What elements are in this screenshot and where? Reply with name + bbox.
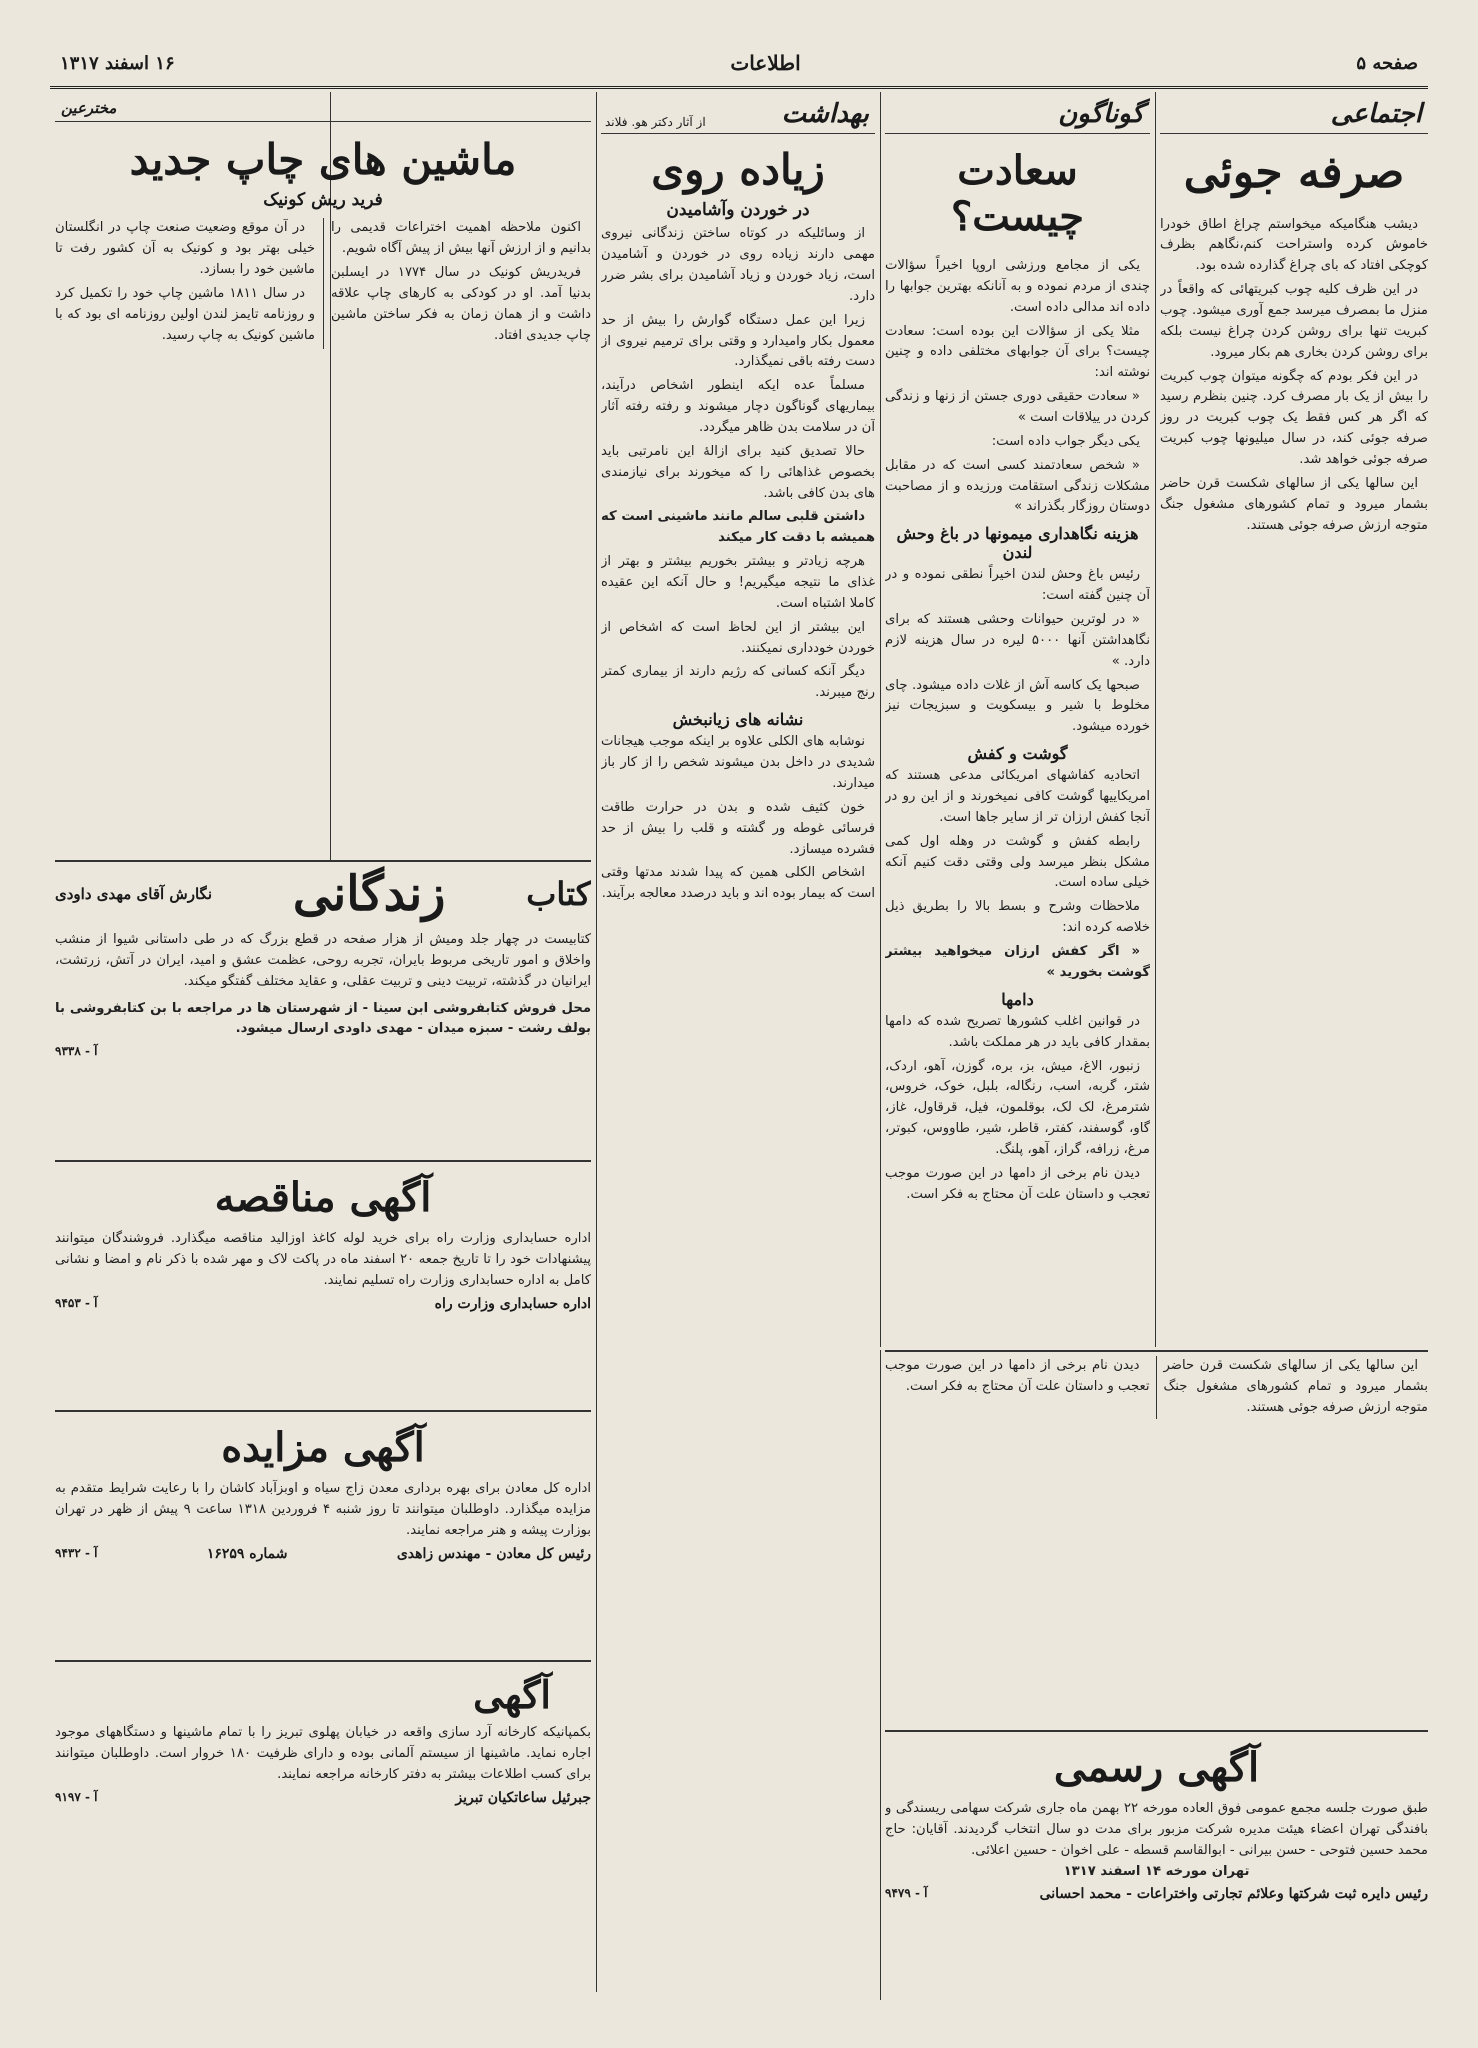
camels-body: در قوانین اغلب کشورها تصریح شده که دامها بمقدار کافی باید در هر مملکت باشد. زنبور، الاغ، میش، بز، بره، گوزن، آهو، اردک، شتر، گربه، اسب، رنگاله، بلبل، خوک، خروس، شترمرغ، لک لک، بوقلمون، فیل، قرقاول، غاز، گاو، گوسفند، کفتر، قاطر، شیر، طاووس، کبوتر، مرغ، زرافه، گراز، آهو، پلنگ. دیدن نام برخی از دامها در این صورت موجب تعجب و داستان علت آن محتاج به فکر است.: [885, 1013, 1150, 1202]
article-title: صرفه جوئی: [1183, 147, 1405, 198]
section-kicker: مخترعین: [55, 95, 591, 122]
camels-title: دامها: [1001, 989, 1034, 1009]
section-kicker: بهداشت: [781, 99, 869, 129]
official-notice: [885, 1736, 1428, 1996]
book-byline: نگارش آقای مهدی داودی: [55, 885, 212, 903]
ad-title: آگهی: [473, 1672, 551, 1717]
ad-body: اداره کل معادن برای بهره برداری معدن زاج سیاه و اوبزآباد کاشان را با رعایت شرایط متقدم به مزایده میگذارد. داوطلبان میتوانند تا روز شنبه ۴ فروردین ۱۳۱۸ ساعت ۹ پیش از ظهر در تهران بوزارت پیشه و هنر مراجعه نمایند.: [55, 1481, 591, 1538]
ad-reference: آ - ۹۴۳۲: [55, 1545, 98, 1560]
article-body: از وسائلیکه در کوتاه ساختن زندگانی نیروی مهمی دارند زیاده روی در خوردن و آشامیدن است، زیاد خوردن و زیاد آشامیدن برای بشر ضرر دارد. زیرا این عمل دستگاه گوارش را بیش از حد معمول بکار وامیدارد و وقتی برای ترمیم نیروی از دست رفته باقی نمیگذارد. مسلماً عده ایکه اینطور اشخاص درآیند، بیماریهای گوناگون دچار میشوند و رفته رفته آثار آن در سلامت بدن ظاهر میگردد. حالا تصدیق کنید برای ازالۀ این نامرتبی باید بخصوص غذاهائی را که میخورند برای نیازمندی های بدن کافی باشد. داشتن قلبی سالم مانند ماشینی است که همیشه با دقت کار میکند هرچه زیادتر و بیشتر بخوریم بیشتر و بهتر از غذای ما نتیجه میگیریم! و حال آنکه این عقیده کاملا اشتباه است. این بیشتر از این لحاظ است که اشخاص از خوردن خودداری نمیکنند. دیگر آنکه کسانی که رژیم دارند از بیماری کمتر رنج میبرند.: [601, 226, 875, 701]
article-byline: فرید ریش کونیک: [263, 190, 383, 211]
misc-column: [885, 95, 1150, 1335]
ad-body: طبق صورت جلسه مجمع عمومی فوق العاده مورخه ۲۲ بهمن ماه جاری شرکت سهامی ریسندگی و بافندگی تهران اعضاء هیئت مدیره شرکت مزبور برای مدت دو سال انتخاب گردیدند. آقایان: حاج محمد حسین فتوحی - حسن بیرانی - ابوالقاسم قسطه - علی اخوان - حسین اعلائی.: [885, 1801, 1428, 1858]
paper-name: اطلاعات: [730, 51, 801, 75]
ad-signature: رئیس کل معادن - مهندس زاهدی: [396, 1545, 591, 1562]
harmful-drinks-title: نشانه های زیانبخش: [672, 710, 804, 730]
ad-reference: آ - ۹۳۳۸: [55, 1044, 98, 1059]
article-title: سعادت چیست؟: [951, 147, 1084, 240]
ad-reference: آ - ۹۴۵۳: [55, 1295, 98, 1310]
column-divider: [596, 92, 597, 1992]
book-ad: [55, 866, 591, 1156]
auction-ad: [55, 1416, 591, 1646]
masthead: [60, 48, 1418, 78]
ad-reference: آ - ۹۱۹۷: [55, 1789, 98, 1804]
notice-ad: [55, 1666, 591, 1996]
meat-body: اتحادیه کفاشهای امریکائی مدعی هستند که امریکاییها گوشت کافی نمیخورند و از این رو در آنجا کفش ارزان تر از سایر جاها است. رابطه کفش و گوشت در وهله اول کمی مشکل بنظر میرسد ولی وقتی دقت کنیم آنکه خیلی ساده است. ملاحظات وشرح و بسط بالا را بطریق ذیل خلاصه کرده اند: « اگر کفش ارزان میخواهید بیشتر گوشت بخورید »: [885, 768, 1150, 980]
inventors-column: [55, 95, 591, 855]
harmful-drinks-body: نوشابه های الکلی علاوه بر اینکه موجب هیجانات شدیدی در داخل بدن میشوند شخص را از کار باز میدارند. خون کثیف شده و بدن در حرارت طاقت فرسائی غوطه ور گشته و قلب را بیش از حد فشرده میسازد. اشخاص الکلی همین که پیدا شدند مدتها وقتی است که بیمار بوده اند و باید درصدد معالجه برآیند.: [601, 734, 875, 902]
ad-reference: آ - ۹۴۷۹: [885, 1886, 928, 1901]
byline-note: از آثار دکتر هو. فلاند: [605, 115, 706, 129]
ad-title: آگهی رسمی: [1053, 1744, 1260, 1791]
ad-signature: جبرئیل ساعاتکیان تبریز: [455, 1789, 591, 1806]
continued-text: این سالها یکی از سالهای شکست قرن حاضر بشمار میرود و تمام کشورهای مشغول جنگ متوجه ارزش صرفه جوئی هستند. دیدن نام برخی از دامها در این صورت موجب تعجب و داستان علت آن محتاج به فکر است.: [885, 1358, 1428, 1415]
article-title: ماشین های چاپ جدید: [129, 135, 517, 184]
article-body: دیشب هنگامیکه میخواستم چراغ اطاق خودرا خاموش کرده واستراحت کنم،نگاهم بظرف کوچکی افتاد که بای چراغ گذارده شده بود. در این ظرف کلیه چوب کبریتهائی که واقعاً در منزل ما بمصرف میرسد جمع آوری میشود. چوب کبریت تنها برای روشن کردن چراغ نیست بلکه برای روشن کردن بخاری هم بکار میرود. در این فکر بودم که چگونه میتوان چوب کبریت را بیش از یک بار مصرف کرد. چنین بنظرم رسید که اگر هر کس فقط یک چوب کبریت در روز صرفه جوئی کند، در سال میلیونها چوب کبریت صرفه جوئی خواهد شد. این سالها یکی از سالهای شکست قرن حاضر بشمار میرود و تمام کشورهای مشغول جنگ متوجه ارزش صرفه جوئی هستند.: [1160, 216, 1428, 533]
health-column: [601, 95, 875, 1990]
ad-date: تهران مورخه ۱۴ اسفند ۱۳۱۷: [1063, 1863, 1250, 1879]
ad-body: بکمپانیکه کارخانه آرد سازی واقعه در خیابان پهلوی تبریز را با تمام ماشینها و دستگاههای موجود اجاره نماید. ماشینها از سیستم آلمانی بوده و دارای ظرفیت ۱۸۰ خروار است. داوطلبان میتوانند برای کسب اطلاعات بیشتر به دفتر کارخانه مراجعه نمایند.: [55, 1725, 591, 1782]
social-column: [1160, 95, 1428, 1335]
zoo-body: رئیس باغ وحش لندن اخیراً نطقی نموده و در آن چنین گفته است: « در لوترین حیوانات وحشی هستند که برای نگاهداشتن آنها ۵۰۰۰ لیره در سال هزینه لازم دارد. » صبحها یک کاسه آش از غلات داده میشود. چای مخلوط با شیر و بیسکویت و سبزیجات نیز خورده میشود.: [885, 567, 1150, 735]
book-sale-info: محل فروش کتابفروشی ابن سینا - از شهرستان ها در مراجعه با بن کتابفروشی با بولف رشت - سبزه میدان - مهدی داودی ارسال میشود.: [55, 1000, 591, 1037]
ad-title: آگهی مناقصه: [214, 1174, 432, 1221]
column-divider: [1155, 92, 1156, 1347]
page-label: صفحه ۵: [1356, 52, 1418, 74]
book-label: کتاب: [526, 875, 591, 913]
ad-title: آگهی مزایده: [221, 1424, 425, 1471]
ad-body: اداره حسابداری وزارت راه برای خرید لوله کاغذ اوزالید مناقصه میگذارد. فروشندگان میتوانند پیشنهادات خود را تا تاریخ جمعه ۲۰ اسفند ماه در پاکت لاک و مهر شده با ذکر نام و امضا و نشانی کامل به اداره حسابداری وزارت راه تسلیم نمایند.: [55, 1231, 591, 1288]
meat-title: گوشت و کفش: [967, 744, 1068, 764]
column-divider: [880, 1350, 881, 2000]
book-description: کتابیست در چهار جلد ومیش از هزار صفحه در قطع بزرگ که در طی داستانی شیوا از منشب واخلاق و امور تاریخی مربوط بایران، تجربه روحی، عظمت عشق و امید، ایران در آتش، زرتشت، ایرانیان در گذشته، تربیت دینی و تربیت عقلی، و عقاید مختلف گفتگو میکند.: [55, 932, 591, 989]
issue-date: ۱۶ اسفند ۱۳۱۷: [60, 52, 175, 74]
zoo-title: هزینه نگاهداری میمونها در باغ وحش لندن: [896, 524, 1139, 563]
section-kicker: اجتماعی: [1160, 95, 1428, 134]
article-subtitle: در خوردن وآشامیدن: [666, 200, 810, 221]
article-title: زیاده روی: [651, 145, 825, 194]
highlight-line: داشتن قلبی سالم مانند ماشینی است که همیشه با دقت کار میکند: [601, 509, 875, 546]
book-title: زندگانی: [292, 866, 446, 922]
article-body: اکنون ملاحظه اهمیت اختراعات قدیمی را بدانیم و از ارزش آنها بیش از پیش آگاه شویم. فریدریش کونیک در سال ۱۷۷۴ در ایسلبن بدنیا آمد. او در کودکی به کارهای چاپ علاقه داشت و از همان زمان به فکر ساختن ماشین چاپ جدیدی افتاد. در آن موقع وضعیت صنعت چاپ در انگلستان خیلی بهتر بود و کونیک به آن کشور رفت تا ماشین خود را بسازد. در سال ۱۸۱۱ ماشین چاپ خود را تکمیل کرد و روزنامه تایمز لندن اولین روزنامه ای بود که با ماشین کونیک به چاپ رسید.: [55, 220, 591, 343]
tender-ad: [55, 1166, 591, 1396]
section-kicker: گوناگون: [885, 95, 1150, 134]
masthead-rule: [50, 86, 1428, 89]
ad-signature: اداره حسابداری وزارت راه: [434, 1295, 591, 1312]
ad-signature: رئیس دایره ثبت شرکتها وعلائم تجارتی واختراعات - محمد احسانی: [1039, 1886, 1428, 1903]
column-divider: [880, 92, 881, 1347]
article-body: یکی از مجامع ورزشی اروپا اخیراً سؤالات چندی از مردم نموده و به آنانکه بهترین جوابها را داده اند مدالی داده است. مثلا یکی از سؤالات این بوده است: سعادت چیست؟ برای آن جوابهای مختلفی داده و چنین نوشته اند: « سعادت حقیقی دوری جستن از زنها و زندگی کردن در ییلاقات است » یکی دیگر جواب داده است: « شخص سعادتمند کسی است که در مقابل مشکلات زندگی استقامت ورزیده و از مصاحبت دوستان روزگار بگذراند »: [885, 258, 1150, 515]
ad-number: شماره ۱۶۲۵۹: [206, 1545, 288, 1562]
